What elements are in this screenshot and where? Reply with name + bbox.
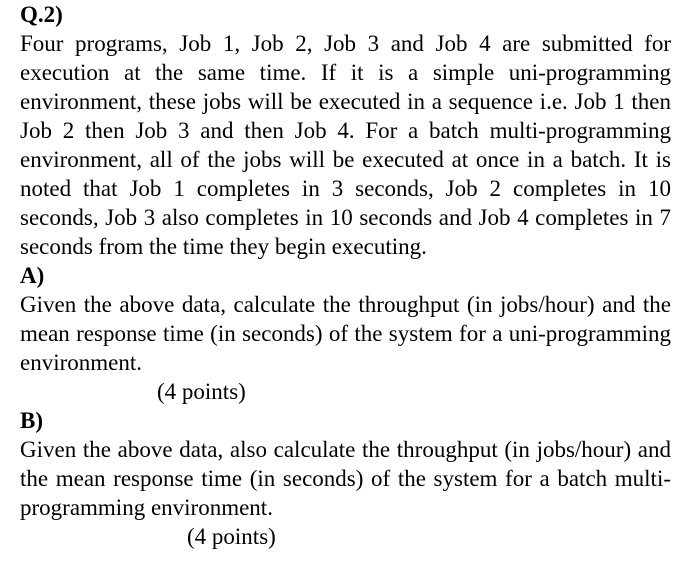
part-b-text: Given the above data, also calculate the throughput (in jobs/hour) and the mean response time (in seconds) of the system for a batch multi-programming environment. — [20, 437, 671, 520]
part-b-label: B) — [20, 408, 43, 433]
part-b-points: (4 points) — [187, 524, 276, 549]
part-a-points: (4 points) — [157, 379, 246, 404]
part-a-label: A) — [20, 263, 45, 288]
part-a-text: Given the above data, calculate the throughput (in jobs/hour) and the mean response time (in seconds) of the system for a uni-programming environment. — [20, 292, 671, 375]
document-page — [20, 0, 671, 551]
question-number: Q.2) — [20, 2, 63, 27]
question-intro: Four programs, Job 1, Job 2, Job 3 and Job 4 are submitted for execution at the same time. If it is a simple uni-programming environment, these jobs will be executed in a sequence i.e. Job 1 then Job 2 then Job 3 and then Job 4. For a batch multi-programming environment, all of the jobs will be executed at once in a batch. It is noted that Job 1 completes in 3 seconds, Job 2 completes in 10 seconds, Job 3 also completes in 10 seconds and Job 4 completes in 7 seconds from the time they begin executing. — [20, 31, 671, 259]
